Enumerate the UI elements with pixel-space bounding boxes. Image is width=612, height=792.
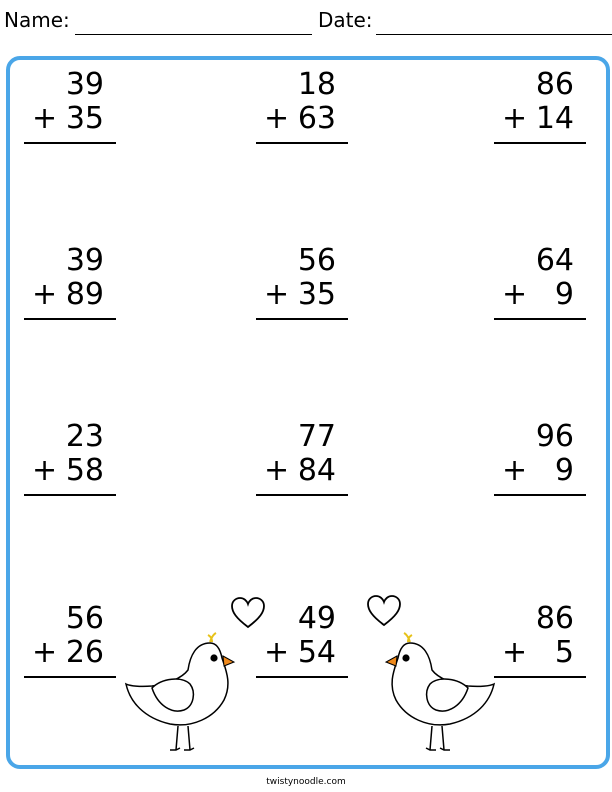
bird-icon xyxy=(122,632,240,756)
problem-top-number: 39 xyxy=(65,67,104,102)
answer-line xyxy=(256,676,348,678)
problem-bottom-number: 35 xyxy=(65,101,104,136)
problem-bottom-number: 5 xyxy=(554,635,574,670)
answer-line xyxy=(494,142,586,144)
problem-top-number: 39 xyxy=(65,243,104,278)
problem-6 xyxy=(494,244,590,334)
problem-12 xyxy=(494,602,590,692)
heart-icon xyxy=(366,594,402,628)
answer-line xyxy=(24,142,116,144)
problem-top-number: 49 xyxy=(297,601,336,636)
plus-sign: + xyxy=(32,635,58,670)
plus-sign: + xyxy=(264,453,290,488)
plus-sign: + xyxy=(264,635,290,670)
problem-2 xyxy=(256,68,352,158)
plus-sign: + xyxy=(502,635,528,670)
problem-3 xyxy=(494,68,590,158)
problem-bottom-number: 89 xyxy=(65,277,104,312)
problem-10 xyxy=(24,602,120,692)
problem-bottom-number: 9 xyxy=(554,277,574,312)
problem-bottom-number: 35 xyxy=(297,277,336,312)
answer-line xyxy=(256,494,348,496)
problem-top-number: 23 xyxy=(65,419,104,454)
plus-sign: + xyxy=(502,453,528,488)
problem-bottom-number: 58 xyxy=(65,453,104,488)
date-line xyxy=(376,34,612,35)
problem-bottom-number: 9 xyxy=(554,453,574,488)
problem-7 xyxy=(24,420,120,510)
problem-8 xyxy=(256,420,352,510)
plus-sign: + xyxy=(264,101,290,136)
date-label: Date: xyxy=(318,8,373,32)
footer-site: twistynoodle.com xyxy=(266,777,346,787)
answer-line xyxy=(24,318,116,320)
heart-icon xyxy=(230,596,266,630)
bird-icon xyxy=(380,632,498,756)
answer-line xyxy=(24,676,116,678)
problem-11 xyxy=(256,602,352,692)
problem-bottom-number: 26 xyxy=(65,635,104,670)
problem-1 xyxy=(24,68,120,158)
answer-line xyxy=(256,142,348,144)
answer-line xyxy=(494,676,586,678)
worksheet-header xyxy=(0,6,612,36)
plus-sign: + xyxy=(502,101,528,136)
problem-top-number: 64 xyxy=(535,243,574,278)
plus-sign: + xyxy=(264,277,290,312)
problem-top-number: 86 xyxy=(535,601,574,636)
problem-top-number: 56 xyxy=(65,601,104,636)
answer-line xyxy=(494,318,586,320)
plus-sign: + xyxy=(32,453,58,488)
problem-4 xyxy=(24,244,120,334)
problem-5 xyxy=(256,244,352,334)
plus-sign: + xyxy=(502,277,528,312)
problem-bottom-number: 63 xyxy=(297,101,336,136)
answer-line xyxy=(24,494,116,496)
problem-bottom-number: 14 xyxy=(535,101,574,136)
problem-bottom-number: 84 xyxy=(297,453,336,488)
problem-top-number: 18 xyxy=(297,67,336,102)
answer-line xyxy=(256,318,348,320)
problem-top-number: 77 xyxy=(297,419,336,454)
name-label: Name: xyxy=(4,8,70,32)
problem-bottom-number: 54 xyxy=(297,635,336,670)
problem-9 xyxy=(494,420,590,510)
problem-top-number: 96 xyxy=(535,419,574,454)
answer-line xyxy=(494,494,586,496)
problem-top-number: 86 xyxy=(535,67,574,102)
plus-sign: + xyxy=(32,101,58,136)
problem-top-number: 56 xyxy=(297,243,336,278)
plus-sign: + xyxy=(32,277,58,312)
name-line xyxy=(75,34,312,35)
